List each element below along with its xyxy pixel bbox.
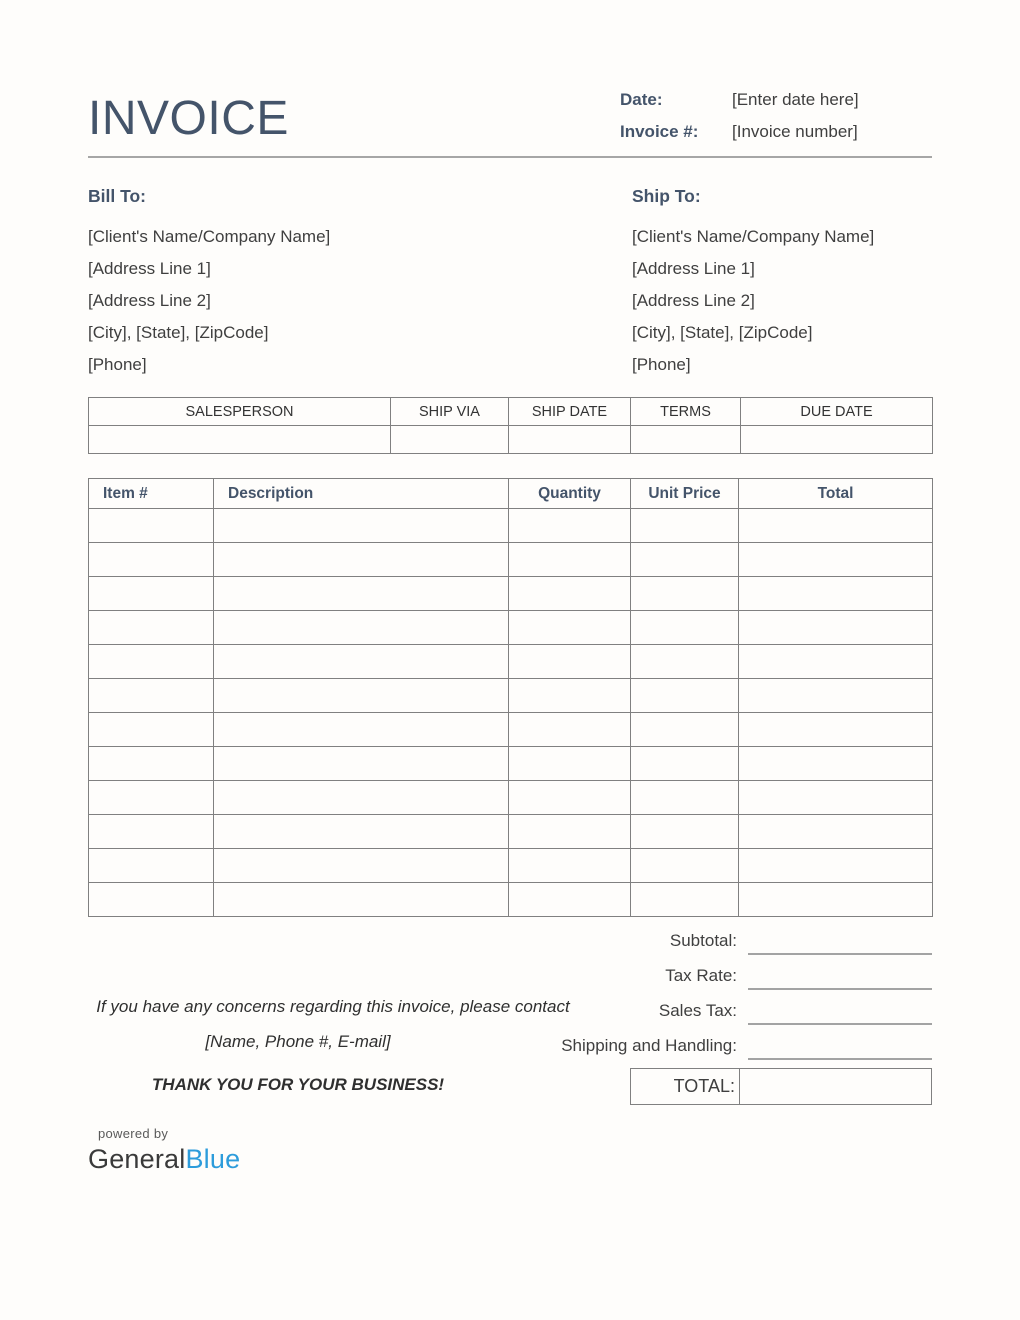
item-cell[interactable] xyxy=(89,883,214,917)
ship-date-cell[interactable] xyxy=(509,426,631,454)
shipping-info-table xyxy=(88,397,933,454)
item-cell[interactable] xyxy=(214,611,509,645)
item-row xyxy=(89,713,933,747)
item-row xyxy=(89,781,933,815)
footer xyxy=(88,1126,932,1175)
item-cell[interactable] xyxy=(214,815,509,849)
item-cell[interactable] xyxy=(739,645,933,679)
invoice-number-field[interactable]: [Invoice number] xyxy=(732,122,858,141)
shipping-handling-label: Shipping and Handling: xyxy=(561,1035,737,1055)
terms-cell[interactable] xyxy=(631,426,741,454)
item-row xyxy=(89,849,933,883)
page-title: INVOICE xyxy=(88,91,289,145)
item-cell[interactable] xyxy=(214,713,509,747)
item-cell[interactable] xyxy=(739,883,933,917)
item-cell[interactable] xyxy=(739,781,933,815)
item-cell[interactable] xyxy=(89,781,214,815)
item-cell[interactable] xyxy=(631,611,739,645)
item-cell[interactable] xyxy=(89,679,214,713)
item-row xyxy=(89,815,933,849)
item-cell[interactable] xyxy=(509,509,631,543)
item-cell[interactable] xyxy=(739,679,933,713)
item-cell[interactable] xyxy=(631,577,739,611)
bill-to-phone-field[interactable]: [Phone] xyxy=(88,355,147,374)
bill-to-block xyxy=(88,186,632,381)
item-cell[interactable] xyxy=(89,713,214,747)
column-header-total: Total xyxy=(739,479,933,509)
item-row xyxy=(89,883,933,917)
column-header-salesperson: SALESPERSON xyxy=(89,398,391,426)
ship-to-address1-field[interactable]: [Address Line 1] xyxy=(632,259,755,278)
item-cell[interactable] xyxy=(631,543,739,577)
item-cell[interactable] xyxy=(214,509,509,543)
item-cell[interactable] xyxy=(214,645,509,679)
grand-total-box xyxy=(630,1068,932,1105)
invoice-header xyxy=(88,90,932,158)
item-row xyxy=(89,747,933,781)
tax-rate-value-field[interactable] xyxy=(748,960,932,990)
subtotal-label: Subtotal: xyxy=(669,930,737,950)
item-cell[interactable] xyxy=(509,849,631,883)
item-cell[interactable] xyxy=(631,849,739,883)
due-date-cell[interactable] xyxy=(741,426,933,454)
item-cell[interactable] xyxy=(631,747,739,781)
item-cell[interactable] xyxy=(214,883,509,917)
item-cell[interactable] xyxy=(89,577,214,611)
grand-total-value-field[interactable] xyxy=(739,1069,931,1104)
bill-to-heading: Bill To: xyxy=(88,186,146,206)
summary-section xyxy=(88,923,932,1108)
subtotal-row xyxy=(88,923,932,958)
item-cell[interactable] xyxy=(631,509,739,543)
invoice-number-label: Invoice #: xyxy=(620,122,699,141)
column-header-ship-via: SHIP VIA xyxy=(391,398,509,426)
column-header-description: Description xyxy=(214,479,509,509)
item-cell[interactable] xyxy=(739,577,933,611)
item-cell[interactable] xyxy=(509,645,631,679)
item-cell[interactable] xyxy=(89,747,214,781)
logo-general-text: General xyxy=(88,1144,186,1174)
item-cell[interactable] xyxy=(739,611,933,645)
item-cell[interactable] xyxy=(509,781,631,815)
contact-info-field[interactable]: [Name, Phone #, E-mail] xyxy=(205,1032,391,1051)
item-cell[interactable] xyxy=(739,747,933,781)
item-row xyxy=(89,611,933,645)
item-cell[interactable] xyxy=(89,645,214,679)
subtotal-value-field[interactable] xyxy=(748,925,932,955)
column-header-terms: TERMS xyxy=(631,398,741,426)
bill-to-address1-field[interactable]: [Address Line 1] xyxy=(88,259,211,278)
invoice-meta xyxy=(620,90,932,142)
shipping-handling-value-field[interactable] xyxy=(748,1030,932,1060)
tax-rate-row xyxy=(88,958,932,993)
item-row xyxy=(89,645,933,679)
thank-you-note: THANK YOU FOR YOUR BUSINESS! xyxy=(151,1075,445,1094)
item-cell[interactable] xyxy=(739,815,933,849)
item-cell[interactable] xyxy=(631,645,739,679)
ship-to-heading: Ship To: xyxy=(632,186,701,206)
item-row xyxy=(89,543,933,577)
column-header-quantity: Quantity xyxy=(509,479,631,509)
item-cell[interactable] xyxy=(631,815,739,849)
item-cell[interactable] xyxy=(509,815,631,849)
item-cell[interactable] xyxy=(631,883,739,917)
column-header-unit-price: Unit Price xyxy=(631,479,739,509)
sales-tax-label: Sales Tax: xyxy=(658,1000,737,1020)
item-cell[interactable] xyxy=(89,815,214,849)
bill-to-client-name-field[interactable]: [Client's Name/Company Name] xyxy=(88,227,331,246)
date-value-field[interactable]: [Enter date here] xyxy=(732,90,859,109)
item-cell[interactable] xyxy=(739,713,933,747)
item-cell[interactable] xyxy=(214,849,509,883)
item-cell[interactable] xyxy=(214,781,509,815)
salesperson-cell[interactable] xyxy=(89,426,391,454)
ship-via-cell[interactable] xyxy=(391,426,509,454)
column-header-ship-date: SHIP DATE xyxy=(509,398,631,426)
item-cell[interactable] xyxy=(509,747,631,781)
item-cell[interactable] xyxy=(214,679,509,713)
item-cell[interactable] xyxy=(509,577,631,611)
logo-blue-text: Blue xyxy=(185,1144,241,1174)
item-cell[interactable] xyxy=(509,611,631,645)
item-cell[interactable] xyxy=(631,713,739,747)
column-header-item-number: Item # xyxy=(89,479,214,509)
addresses-section xyxy=(88,186,932,381)
column-header-due-date: DUE DATE xyxy=(741,398,933,426)
shipping-info-header-row xyxy=(89,398,933,426)
powered-by-text: powered by xyxy=(98,1126,169,1141)
item-cell[interactable] xyxy=(89,543,214,577)
item-cell[interactable] xyxy=(89,509,214,543)
item-cell[interactable] xyxy=(89,611,214,645)
item-row xyxy=(89,509,933,543)
date-label: Date: xyxy=(620,90,663,109)
item-cell[interactable] xyxy=(214,543,509,577)
item-cell[interactable] xyxy=(214,577,509,611)
item-cell[interactable] xyxy=(739,543,933,577)
general-blue-logo xyxy=(88,1144,932,1175)
item-cell[interactable] xyxy=(509,543,631,577)
item-cell[interactable] xyxy=(739,509,933,543)
item-cell[interactable] xyxy=(631,679,739,713)
grand-total-label: TOTAL: xyxy=(673,1076,735,1096)
ship-to-city-state-zip-field[interactable]: [City], [State], [ZipCode] xyxy=(632,323,813,342)
bill-to-city-state-zip-field[interactable]: [City], [State], [ZipCode] xyxy=(88,323,269,342)
ship-to-client-name-field[interactable]: [Client's Name/Company Name] xyxy=(632,227,875,246)
item-cell[interactable] xyxy=(739,849,933,883)
item-cell[interactable] xyxy=(509,679,631,713)
bill-to-address2-field[interactable]: [Address Line 2] xyxy=(88,291,211,310)
line-items-table xyxy=(88,478,933,917)
item-cell[interactable] xyxy=(509,713,631,747)
item-row xyxy=(89,679,933,713)
ship-to-phone-field[interactable]: [Phone] xyxy=(632,355,691,374)
item-row xyxy=(89,577,933,611)
ship-to-block xyxy=(632,186,932,381)
line-items-header-row xyxy=(89,479,933,509)
item-cell[interactable] xyxy=(214,747,509,781)
item-cell[interactable] xyxy=(509,883,631,917)
ship-to-address2-field[interactable]: [Address Line 2] xyxy=(632,291,755,310)
tax-rate-label: Tax Rate: xyxy=(665,965,737,985)
contact-note: If you have any concerns regarding this invoice, please contact xyxy=(96,997,570,1016)
sales-tax-value-field[interactable] xyxy=(748,995,932,1025)
item-cell[interactable] xyxy=(89,849,214,883)
shipping-info-row xyxy=(89,426,933,454)
item-cell[interactable] xyxy=(631,781,739,815)
